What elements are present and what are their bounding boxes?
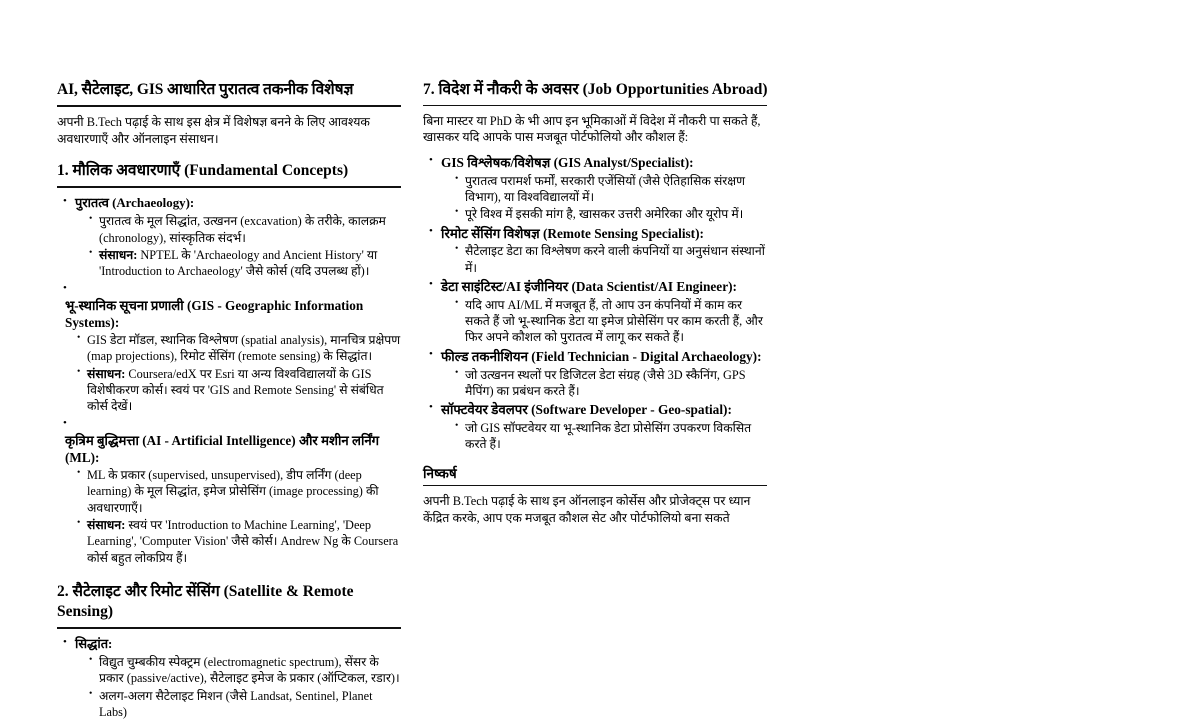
section2-divider	[57, 627, 401, 629]
list-item	[63, 195, 403, 280]
ai-ml-subpoints	[57, 467, 403, 566]
principles-subpoints	[75, 654, 403, 720]
section7-divider	[423, 105, 767, 106]
list-item-empty-marker	[63, 417, 403, 430]
topic-title-principles: सिद्धांत:	[75, 636, 113, 651]
section-heading-conclusion: निष्कर्ष	[423, 465, 457, 481]
list-item: • यदि आप AI/ML में मजबूत हैं, तो आप उन कंपनियों में काम कर सकते हैं जो भू-स्थानिक डेटा या इमेज प्रोसेसिंग पर काम करती हैं, और फिर अपने कौशल को पुरातत्व में लागू कर सकते हैं।	[455, 297, 769, 346]
list-item: • जो GIS सॉफ्टवेयर या भू-स्थानिक डेटा प्रोसेसिंग उपकरण विकसित करते हैं।	[455, 420, 769, 453]
role-title-data-scientist: डेटा साइंटिस्ट/AI इंजीनियर (Data Scientist/AI Engineer):	[441, 279, 737, 295]
role-title-field-technician: फील्ड तकनीशियन (Field Technician - Digital Archaeology):	[441, 348, 762, 364]
ai-ml-list	[57, 417, 403, 430]
list-item	[429, 154, 769, 223]
resource-label: संसाधन:	[87, 518, 126, 533]
topic-title-ai-ml: कृत्रिम बुद्धिमत्ता (AI - Artificial Intelligence) और मशीन लर्निंग (ML):	[65, 432, 380, 465]
resource-text: Coursera/edX पर Esri या अन्य विश्वविद्यालयों के GIS विशेषीकरण कोर्स। स्वयं पर 'GIS and Remote Sensing' से संबंधित कोर्स देखें।	[87, 366, 384, 414]
role-title-gis-analyst: GIS विश्लेषक/विशेषज्ञ (GIS Analyst/Specialist):	[441, 154, 694, 170]
list-item	[63, 636, 403, 721]
remote-sensing-subpoints	[441, 243, 769, 276]
right-column	[423, 80, 769, 534]
list-item	[429, 401, 769, 452]
resource-text: NPTEL के 'Archaeology and Ancient History' या 'Introduction to Archaeology' जैसे कोर्स (यदि उपलब्ध हों)।	[99, 248, 378, 279]
role-title-software-developer: सॉफ्टवेयर डेवलपर (Software Developer - Geo-spatial):	[441, 402, 732, 418]
list-item: • पूरे विश्व में इसकी मांग है, खासकर उत्तरी अमेरिका और यूरोप में।	[455, 206, 769, 222]
software-developer-subpoints	[441, 420, 769, 453]
gis-subpoints	[57, 332, 403, 415]
list-item-resource	[77, 366, 403, 415]
resource-label: संसाधन:	[99, 248, 138, 263]
left-column	[57, 80, 403, 722]
list-item-empty-marker	[63, 282, 403, 295]
data-scientist-subpoints	[441, 297, 769, 346]
list-item	[429, 278, 769, 346]
document-title: AI, सैटेलाइट, GIS आधारित पुरातत्व तकनीक विशेषज्ञ	[57, 81, 354, 98]
list-item: • पुरातत्व के मूल सिद्धांत, उत्खनन (excavation) के तरीके, कालक्रम (chronology), सांस्कृतिक संदर्भ।	[89, 213, 403, 246]
list-item: • विद्युत चुम्बकीय स्पेक्ट्रम (electromagnetic spectrum), सेंसर के प्रकार (passive/active), सैटेलाइट इमेज के प्रकार (ऑप्टिकल, रडार)।	[89, 654, 403, 687]
document-intro-paragraph: अपनी B.Tech पढ़ाई के साथ इस क्षेत्र में विशेषज्ञ बनने के लिए आवश्यक अवधारणाएँ और ऑनलाइन संसाधन।	[57, 115, 370, 146]
gis-analyst-subpoints	[441, 173, 769, 223]
list-item: • GIS डेटा मॉडल, स्थानिक विश्लेषण (spatial analysis), मानचित्र प्रक्षेपण (map projections), रिमोट सेंसिंग (remote sensing) के सिद्धांत।	[77, 332, 403, 365]
list-item-clipped: • अलग-अलग सैटेलाइट मिशन (जैसे Landsat, Sentinel, Planet Labs)	[89, 688, 403, 721]
list-item: • सैटेलाइट डेटा का विश्लेषण करने वाली कंपनियों या अनुसंधान संस्थानों में।	[455, 243, 769, 276]
resource-text: स्वयं पर 'Introduction to Machine Learning', 'Deep Learning', 'Computer Vision' जैसे कोर्स। Andrew Ng के Coursera कोर्स बहुत लोकप्रिय हैं।	[87, 518, 399, 565]
list-item	[429, 225, 769, 276]
archaeology-subpoints	[75, 213, 403, 279]
fundamental-concepts-list	[57, 195, 403, 295]
title-divider	[57, 105, 401, 107]
job-opportunities-intro: बिना मास्टर या PhD के भी आप इन भूमिकाओं में विदेश में नौकरी पा सकते हैं, खासकर यदि आपके पास मजबूत पोर्टफोलियो और कौशल हैं:	[423, 113, 761, 145]
section-heading-fundamental-concepts: 1. मौलिक अवधारणाएँ (Fundamental Concepts)	[57, 162, 349, 180]
section1-divider	[57, 186, 401, 188]
job-roles-list	[423, 154, 769, 453]
resource-label: संसाधन:	[87, 366, 126, 381]
topic-title-gis: भू-स्थानिक सूचना प्रणाली (GIS - Geographic Information Systems):	[65, 297, 364, 330]
satellite-list	[57, 636, 403, 721]
section-heading-job-opportunities-abroad: 7. विदेश में नौकरी के अवसर (Job Opportunities Abroad)	[423, 81, 768, 98]
list-item-resource	[89, 247, 403, 280]
list-item: • पुरातत्व परामर्श फर्मों, सरकारी एजेंसियों (जैसे ऐतिहासिक संरक्षण विभाग), या विश्वविद्यालयों में।	[455, 173, 769, 206]
topic-title-archaeology: पुरातत्व (Archaeology):	[75, 196, 195, 211]
role-title-remote-sensing-specialist: रिमोट सेंसिंग विशेषज्ञ (Remote Sensing Specialist):	[441, 225, 704, 241]
two-column-layout	[57, 80, 769, 722]
list-item	[429, 348, 769, 399]
list-item: • ML के प्रकार (supervised, unsupervised), डीप लर्निंग (deep learning) के मूल सिद्धांत, इमेज प्रोसेसिंग (image processing) की अवधारणाएँ।	[77, 467, 403, 516]
conclusion-paragraph: अपनी B.Tech पढ़ाई के साथ इन ऑनलाइन कोर्सेस और प्रोजेक्ट्स पर ध्यान केंद्रित करके, आप एक मजबूत कौशल सेट और पोर्टफोलियो बना सकते	[423, 494, 751, 525]
list-item-resource	[77, 517, 403, 566]
list-item: • जो उत्खनन स्थलों पर डिजिटल डेटा संग्रह (जैसे 3D स्कैनिंग, GPS मैपिंग) का प्रबंधन करते हैं।	[455, 367, 769, 400]
conclusion-divider	[423, 485, 767, 486]
section-heading-satellite-remote-sensing: 2. सैटेलाइट और रिमोट सेंसिंग (Satellite & Remote Sensing)	[57, 583, 354, 620]
field-technician-subpoints	[441, 367, 769, 400]
